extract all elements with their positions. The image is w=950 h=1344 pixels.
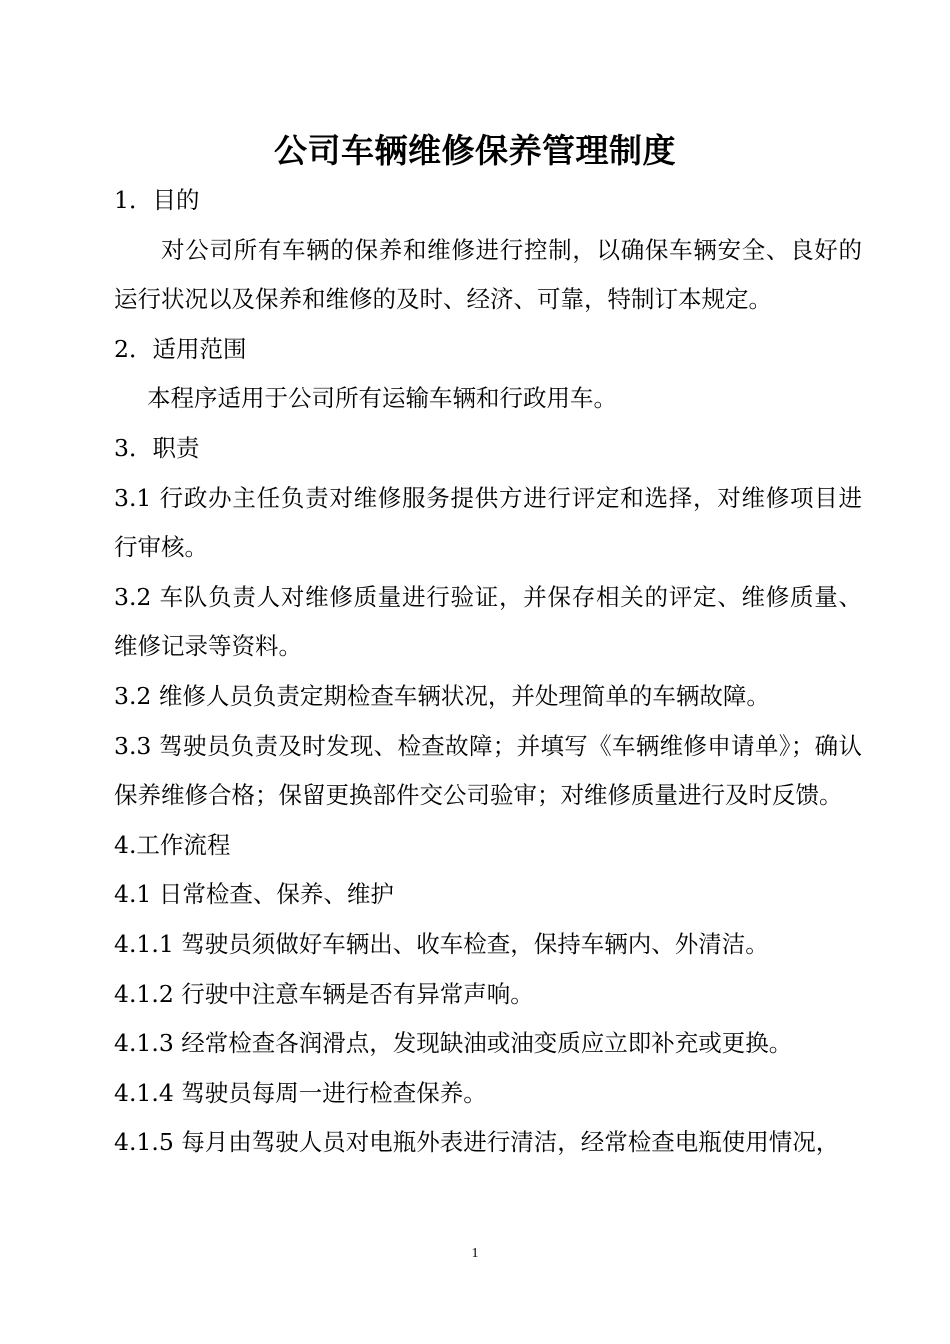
paragraph-3-3: 3.3 驾驶员负责及时发现、检查故障；并填写《车辆维修申请单》；确认保养维修合格；保留更换部件交公司验审；对维修质量进行及时反馈。 xyxy=(114,731,862,810)
paragraph-3-2-b: 3.2 维修人员负责定期检查车辆状况，并处理简单的车辆故障。 xyxy=(114,681,770,710)
section-heading-scope: 2．适用范围 xyxy=(114,334,247,363)
section-heading-workflow: 4.工作流程 xyxy=(114,830,231,859)
paragraph-4-1: 4.1 日常检查、保养、维护 xyxy=(114,880,394,909)
paragraph-3-1: 3.1 行政办主任负责对维修服务提供方进行评定和选择，对维修项目进行审核。 xyxy=(114,483,862,562)
paragraph-4-1-1: 4.1.1 驾驶员须做好车辆出、收车检查，保持车辆内、外清洁。 xyxy=(114,929,769,958)
section-heading-purpose: 1．目的 xyxy=(114,186,200,214)
paragraph-3-2-a: 3.2 车队负责人对维修质量进行验证，并保存相关的评定、维修质量、维修记录等资料。 xyxy=(114,582,862,661)
page-number: 1 xyxy=(471,1246,479,1261)
paragraph-4-1-2: 4.1.2 行驶中注意车辆是否有异常声响。 xyxy=(114,979,534,1008)
paragraph-4-1-4: 4.1.4 驾驶员每周一进行检查保养。 xyxy=(114,1078,487,1107)
section-heading-responsibilities: 3．职责 xyxy=(114,433,200,462)
paragraph-4-1-3: 4.1.3 经常检查各润滑点，发现缺油或油变质应立即补充或更换。 xyxy=(114,1029,793,1058)
paragraph-purpose: 对公司所有车辆的保养和维修进行控制，以确保车辆安全、良好的运行状况以及保养和维修的及时、经济、可靠，特制订本规定。 xyxy=(114,235,862,314)
paragraph-scope: 本程序适用于公司所有运输车辆和行政用车。 xyxy=(147,384,617,413)
document-title: 公司车辆维修保养管理制度 xyxy=(274,131,676,170)
paragraph-4-1-5: 4.1.5 每月由驾驶人员对电瓶外表进行清洁，经常检查电瓶使用情况， xyxy=(114,1128,840,1157)
document-body xyxy=(114,176,862,1168)
